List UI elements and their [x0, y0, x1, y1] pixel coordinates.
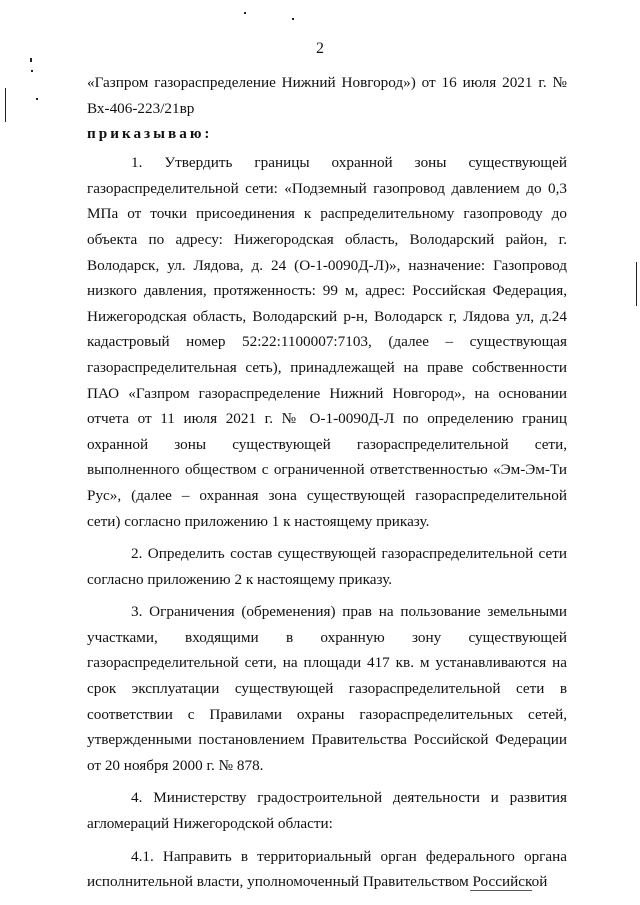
scan-mark-top-2	[292, 18, 294, 20]
intro-paragraph: «Газпром газораспределение Нижний Новгород») от 16 июля 2021 г. № Вх-406-223/21вр	[87, 74, 567, 117]
scan-mark-left-2	[31, 70, 33, 72]
page-number: 2	[316, 40, 324, 57]
scan-mark-left-4	[36, 98, 38, 100]
item-1-paragraph: 1. Утвердить границы охранной зоны существующей газораспределительной сети: «Подземный газопровод давлением до 0,3 МПа от точки присоединения к распределительному газопроводу до объекта по адресу: Нижегородская область, Володарский район, г. Володарск, ул. Лядова, д. 24 (О-1-0090Д-Л)», назначение: Газопровод низкого давления, протяженность: 99 м, адрес: Российская Федерация, Нижегородская область, Володарский р-н, Володарск г, Лядова ул, д.24 кадастровый номер 52:22:1100007:7103, (далее – существующая газораспределительная сеть), принадлежащей на праве собственности ПАО «Газпром газораспределение Нижний Новгород», на основании отчета от 11 июля 2021 г. № О-1-0090Д-Л по определению границ охранной зоны существующей газораспределительной сети, выполненного обществом с ограниченной ответственностью «Эм-Эм-Ти Рус», (далее – охранная зона существующей газораспределительной сети) согласно приложению 1 к настоящему приказу.	[87, 154, 567, 530]
footer-line	[470, 890, 532, 891]
item-2-paragraph: 2. Определить состав существующей газораспределительной сети согласно приложению 2 к настоящему приказу.	[87, 545, 567, 588]
item-3-paragraph: 3. Ограничения (обременения) прав на пользование земельными участками, входящими в охранную зону существующей газораспределительной сети, на площади 417 кв. м устанавливаются на срок эксплуатации существующей газораспределительной сети в соответствии с Правилами охраны газораспределительных сетей, утвержденными постановлением Правительства Российской Федерации от 20 ноября 2000 г. № 878.	[87, 603, 567, 774]
document-body	[87, 70, 567, 895]
decree-heading: приказываю:	[87, 125, 213, 143]
scan-mark-left-3	[5, 88, 6, 122]
item-4-1-paragraph: 4.1. Направить в территориальный орган федерального органа исполнительной власти, уполномоченный Правительством Российской	[87, 847, 567, 891]
item-4-paragraph: 4. Министерству градостроительной деятельности и развития агломераций Нижегородской области:	[87, 789, 567, 833]
scan-mark-left-1	[30, 58, 32, 62]
scan-mark-top	[244, 12, 246, 14]
scan-mark-right	[636, 262, 637, 306]
